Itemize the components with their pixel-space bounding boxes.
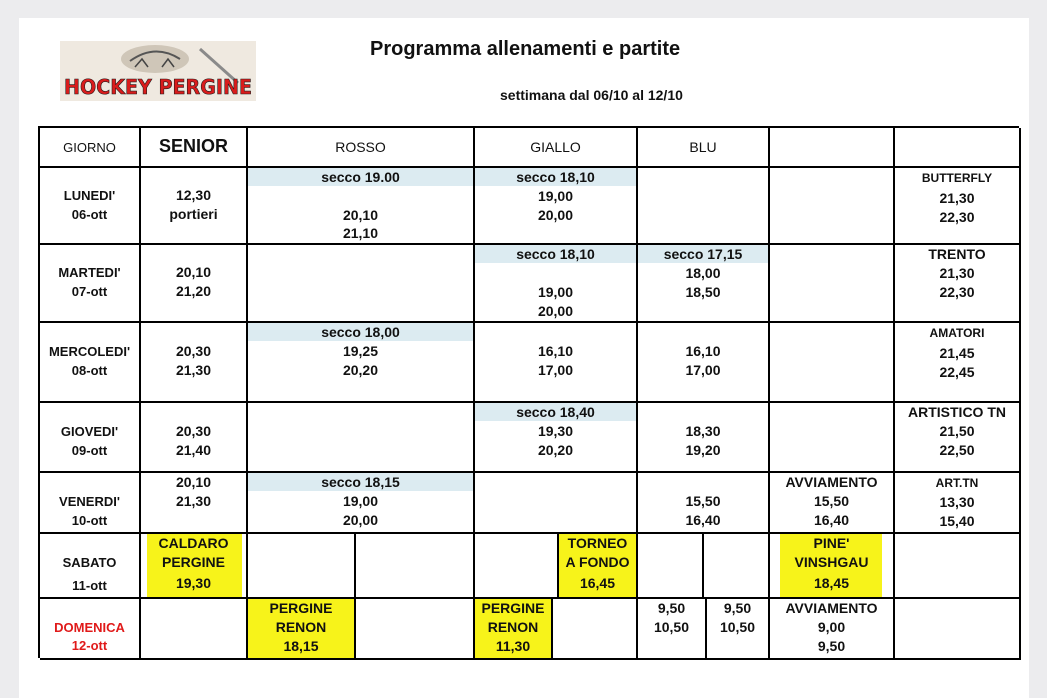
header-giallo: GIALLO: [475, 128, 638, 168]
sabato-blu-a: [638, 534, 704, 599]
mercoledi-rosso: secco 18,00 19,25 20,20: [248, 323, 475, 403]
mercoledi-senior: 20,30 21,30: [141, 323, 248, 403]
domenica-senior: [141, 599, 248, 660]
day-sabato: SABATO 11-ott: [40, 534, 141, 599]
mercoledi-blu: 16,10 17,00: [638, 323, 770, 403]
header-extra: [770, 128, 895, 168]
domenica-extra: AVVIAMENTO 9,00 9,50: [770, 599, 895, 660]
venerdi-extra: AVVIAMENTO 15,50 16,40: [770, 473, 895, 534]
martedi-senior: 20,10 21,20: [141, 245, 248, 323]
logo-text: HOCKEY PERGINE: [64, 75, 252, 99]
domenica-blu-a: 9,50 10,50: [638, 599, 707, 660]
lunedi-extra: [770, 168, 895, 245]
sabato-other: [895, 534, 1021, 599]
day-venerdi: VENERDI' 10-ott: [40, 473, 141, 534]
domenica-other: [895, 599, 1021, 660]
sabato-giallo-b: TORNEO A FONDO 16,45: [559, 534, 638, 599]
day-giovedi: GIOVEDI' 09-ott: [40, 403, 141, 473]
header-senior: SENIOR: [141, 128, 248, 168]
hockey-pergine-logo: [60, 41, 256, 101]
martedi-other: TRENTO 21,30 22,30: [895, 245, 1021, 323]
sabato-extra: PINE' VINSHGAU 18,45: [770, 534, 895, 599]
venerdi-blu: 15,50 16,40: [638, 473, 770, 534]
giovedi-senior: 20,30 21,40: [141, 403, 248, 473]
giovedi-blu: 18,30 19,20: [638, 403, 770, 473]
venerdi-rosso: secco 18,15 19,00 20,00: [248, 473, 475, 534]
venerdi-other: ART.TN 13,30 15,40: [895, 473, 1021, 534]
day-lunedi: LUNEDI' 06-ott: [40, 168, 141, 245]
week-subtitle: settimana dal 06/10 al 12/10: [500, 87, 683, 103]
day-mercoledi: MERCOLEDI' 08-ott: [40, 323, 141, 403]
sabato-giallo-a: [475, 534, 559, 599]
mercoledi-extra: [770, 323, 895, 403]
mercoledi-other: AMATORI 21,45 22,45: [895, 323, 1021, 403]
day-domenica: DOMENICA 12-ott: [40, 599, 141, 660]
giovedi-other: ARTISTICO TN 21,50 22,50: [895, 403, 1021, 473]
sabato-rosso-b: [356, 534, 475, 599]
day-martedi: MARTEDI' 07-ott: [40, 245, 141, 323]
sabato-blu-b: [704, 534, 770, 599]
lunedi-rosso: secco 19.00 20,10 21,10: [248, 168, 475, 245]
header-blu: BLU: [638, 128, 770, 168]
page-title: Programma allenamenti e partite: [370, 38, 681, 60]
domenica-rosso-a: PERGINE RENON 18,15: [248, 599, 356, 660]
martedi-giallo: secco 18,10 19,00 20,00: [475, 245, 638, 323]
header-giorno: GIORNO: [40, 128, 141, 168]
sabato-rosso-a: [248, 534, 356, 599]
domenica-rosso-b: [356, 599, 475, 660]
martedi-blu: secco 17,15 18,00 18,50: [638, 245, 770, 323]
sabato-senior: CALDARO PERGINE 19,30: [141, 534, 248, 599]
venerdi-senior: 20,10 21,30: [141, 473, 248, 534]
lunedi-giallo: secco 18,10 19,00 20,00: [475, 168, 638, 245]
giovedi-rosso: [248, 403, 475, 473]
schedule-table: [38, 126, 1019, 658]
domenica-giallo-a: PERGINE RENON 11,30: [475, 599, 553, 660]
domenica-giallo-b: [553, 599, 638, 660]
venerdi-giallo: [475, 473, 638, 534]
header-other: [895, 128, 1021, 168]
lunedi-senior: 12,30 portieri: [141, 168, 248, 245]
martedi-extra: [770, 245, 895, 323]
domenica-blu-b: 9,50 10,50: [707, 599, 770, 660]
giovedi-extra: [770, 403, 895, 473]
martedi-rosso: [248, 245, 475, 323]
giovedi-giallo: secco 18,40 19,30 20,20: [475, 403, 638, 473]
mercoledi-giallo: 16,10 17,00: [475, 323, 638, 403]
header-rosso: ROSSO: [248, 128, 475, 168]
lunedi-blu: [638, 168, 770, 245]
lunedi-other: BUTTERFLY 21,30 22,30: [895, 168, 1021, 245]
